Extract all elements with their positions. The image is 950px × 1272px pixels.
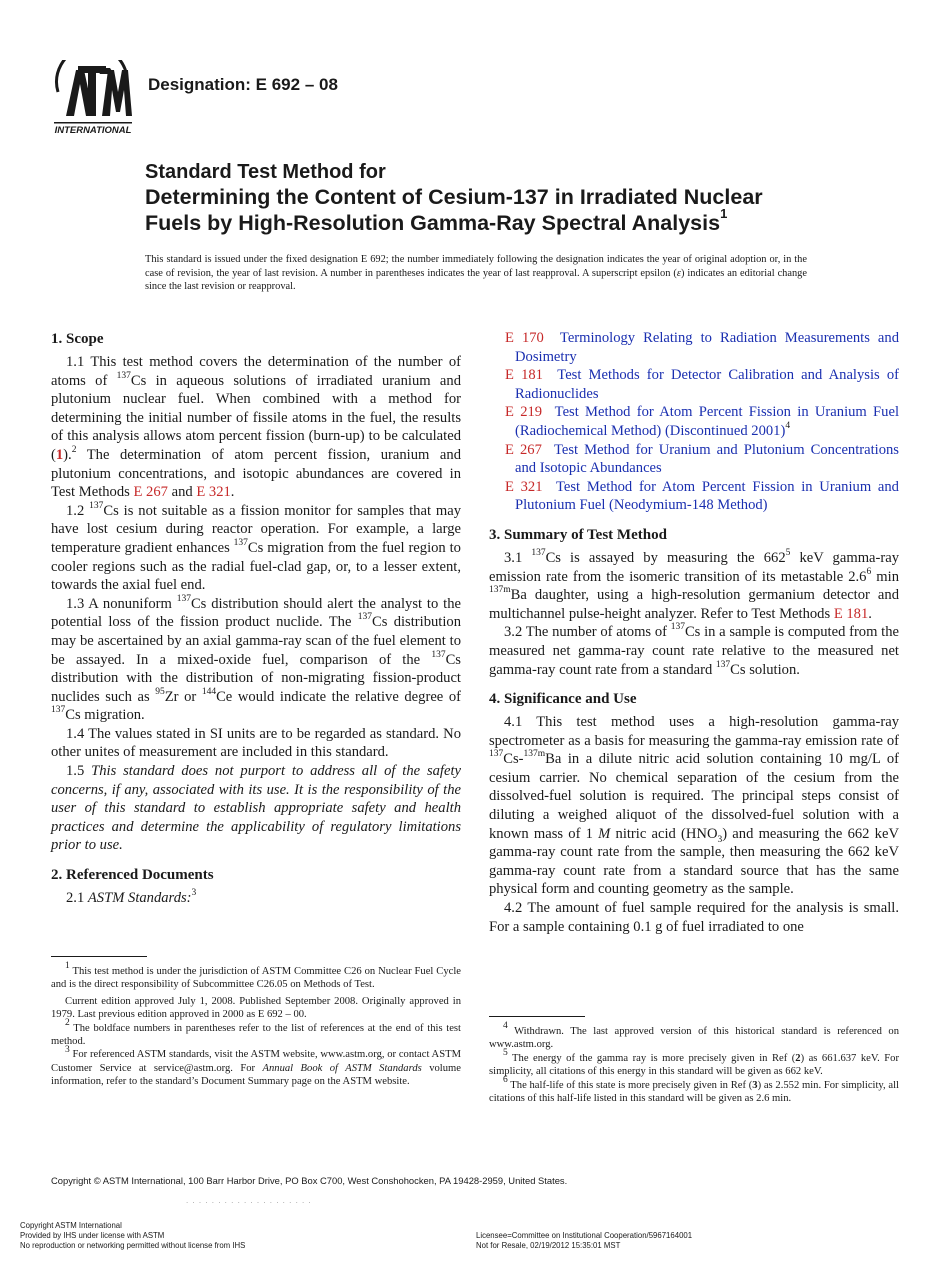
notice-text-a: This standard is issued under the fixed designation E 692; the number immediately following the designation indicates the year of original adoption or, in the case of revision, the year of last revision. A number in parentheses indicates the year of last reapproval. A superscript epsilon (: [145, 254, 807, 279]
footnote-3: $^3$ For referenced ASTM standards, visit the ASTM website, www.astm.org, or contact ASTM Customer Service at service@astm.org. For Annual Book of ASTM Standards volume information, refer to the standard’s Document Summary page on the ASTM website.: [51, 1044, 461, 1088]
e181-link[interactable]: E 181: [833, 605, 869, 622]
copyright-line: Copyright © ASTM International, 100 Barr Harbor Drive, PO Box C700, West Conshohocken, PA 19428-2959, United States.: [51, 1175, 568, 1186]
document-title: [145, 160, 845, 236]
title-line-1: Standard Test Method for: [145, 161, 386, 183]
license-left-2: Provided by IHS under license with ASTM: [20, 1231, 165, 1240]
significance-4-2: 4.2 The amount of fuel sample required for the analysis is small. For a sample containing 0.1 g of fuel irradiated to one: [489, 900, 899, 935]
title-line-2: Determining the Content of Cesium-137 in Irradiated Nuclear: [145, 185, 763, 209]
left-column: [51, 329, 461, 908]
footnote-6: $^6$ The half-life of this state is more precisely given in Ref (3) as 2.552 min. For simplicity, all citations of this half-life listed in this standard will be given as 2.6 min.: [489, 1075, 899, 1105]
ref-item-e219[interactable]: E 219 Test Method for Atom Percent Fission in Uranium Fuel (Radiochemical Method) (Discontinued 2001)$^4$: [505, 404, 899, 439]
referenced-documents-heading: 2. Referenced Documents: [51, 867, 214, 884]
license-left-3: No reproduction or networking permitted without license from IHS: [20, 1241, 246, 1250]
footnote-4: $^4$ Withdrawn. The last approved version of this historical standard is referenced on www.astm.org.: [489, 1021, 899, 1051]
license-right-2: Not for Resale, 02/19/2012 15:35:01 MST: [476, 1241, 621, 1250]
right-column: [489, 329, 899, 936]
ref-item-e267[interactable]: E 267 Test Method for Uranium and Plutonium Concentrations and Isotopic Abundances: [505, 441, 899, 477]
summary-3-2: 3.2 The number of atoms of $^{137}$Cs in a sample is computed from the measured net gamma-ray count rate relative to the measured net gamma-ray count rate from a standard $^{137}$Cs solution.: [489, 622, 899, 678]
footnote-1b: Current edition approved July 1, 2008. Published September 2008. Originally approved in 1979. Last previous edition approved in 2000 as E 692 – 00.: [51, 995, 461, 1021]
e321-link[interactable]: E 321: [196, 484, 231, 501]
footnote-2: $^2$ The boldface numbers in parentheses refer to the list of references at the end of this test method.: [51, 1018, 461, 1048]
scope-1-5: 1.5 This standard does not purport to address all of the safety concerns, if any, associated with its use. It is the responsibility of the user of this standard to establish appropriate safety and health practices and determine the applicability of regulatory limitations prior to use.: [51, 763, 461, 854]
title-footnote-mark: 1: [720, 205, 728, 221]
scope-1-4: 1.4 The values stated in SI units are to be regarded as standard. No other unites of measurement are included in this standard.: [51, 725, 461, 761]
footnotes-left: [51, 956, 461, 1089]
footnote-5: $^5$ The energy of the gamma ray is more precisely given in Ref (2) as 661.637 keV. For simplicity, all citations of this energy in this standard will be given as 662 keV.: [489, 1048, 899, 1078]
referenced-2-1: 2.1 ASTM Standards:$^3$: [66, 888, 197, 907]
ref-item-e321[interactable]: E 321 Test Method for Atom Percent Fission in Uranium and Plutonium Fuel (Neodymium-148 Method): [505, 478, 899, 514]
issuance-notice: [145, 253, 807, 294]
significance-heading: 4. Significance and Use: [489, 691, 637, 708]
reference-1-link[interactable]: 1: [55, 446, 64, 463]
astm-logo: [52, 60, 134, 136]
license-left: [20, 1221, 245, 1251]
title-line-3: Fuels by High-Resolution Gamma-Ray Spectral Analysis: [145, 211, 721, 235]
license-right: [476, 1231, 692, 1251]
ref-item-e170[interactable]: E 170 Terminology Relating to Radiation Measurements and Dosimetry: [505, 330, 899, 365]
footnote-1: $^1$ This test method is under the jurisdiction of ASTM Committee C26 on Nuclear Fuel Cycle and is the direct responsibility of Subcommittee C26.05 on Methods of Test.: [51, 961, 461, 991]
license-left-1: Copyright ASTM International: [20, 1221, 122, 1230]
ref-item-e181[interactable]: E 181 Test Methods for Detector Calibration and Analysis of Radionuclides: [505, 367, 899, 402]
dotted-leader: . . . . . . . . . . . . . . . . . . . .: [186, 1196, 312, 1205]
notice-epsilon: ε: [676, 267, 681, 279]
notice-text-b: ) indicates an editorial change since the last revision or reapproval.: [145, 267, 807, 292]
referenced-list: [489, 329, 899, 515]
summary-3-1: 3.1 $^{137}$Cs is assayed by measuring the $662^5$ keV gamma-ray emission rate from the isomeric transition of its metastable $2.6^6$ min $^{137m}$Ba daughter, using a high-resolution germanium detector and multichannel pulse-height analyzer. Refer to Test Methods E 181.: [489, 548, 900, 622]
scope-heading: 1. Scope: [51, 331, 104, 347]
summary-heading: 3. Summary of Test Method: [489, 526, 667, 543]
license-right-1: Licensee=Committee on Institutional Cooperation/5967164001: [476, 1231, 693, 1240]
scope-1-1: 1.1 This test method covers the determination of the number of atoms of $^{137}$Cs in aqueous solutions of irradiated uranium and plutonium nuclear fuel. When combined with a method for determining the initial number of fissile atoms in the fuel, the results of this analysis allows atom percent fission (burn-up) to be calculated (1).$^2$ The determination of atom percent fission, uranium and plutonium concentrations, and isotopic abundances are covered in Test Methods E 267 and E 321.: [51, 354, 461, 501]
designation: Designation: E 692 – 08: [148, 75, 338, 94]
e267-link[interactable]: E 267: [133, 484, 168, 501]
scope-1-2: 1.2 $^{137}$Cs is not suitable as a fission monitor for samples that may have lost cesium during reactor operation. For example, a large temperature gradient enhances $^{137}$Cs migration from the fuel region to cooler regions such as the radial fuel-clad gap, or, to a lesser extent, towards the axial fuel end.: [51, 500, 461, 594]
significance-4-1: 4.1 This test method uses a high-resolution gamma-ray spectrometer as a basis for measuring the gamma-ray emission rate of $^{137}$Cs-$^{137m}$Ba in a dilute nitric acid solution containing 10 mg/L of cesium carrier. No chemical separation of the cesium from the dissolved-fuel solution is required. The principal steps consist of diluting a weighed aliquot of the dissolved-fuel solution with a known mass of 1 M nitric acid $(HNO_3)$ and measuring the 662 keV gamma-ray count rate from the sample, then measuring the 662 keV gamma-ray count rate from a standard source that has the same physical form and counting geometry as the sample.: [489, 714, 899, 898]
scope-1-3: 1.3 A nonuniform $^{137}$Cs distribution should alert the analyst to the potential loss of the fission product nuclide. The $^{137}$Cs distribution may be ascertained by an axial gamma-ray scan of the fuel element to be assayed. In a mixed-oxide fuel, comparison of the $^{137}$Cs distribution with the distribution of non-migrating fission-product nuclides such as $^{95}$Zr or $^{144}$Ce would indicate the relative degree of $^{137}$Cs migration.: [51, 593, 461, 724]
footnotes-right: [489, 1016, 899, 1105]
logo-caption: INTERNATIONAL: [54, 125, 132, 136]
